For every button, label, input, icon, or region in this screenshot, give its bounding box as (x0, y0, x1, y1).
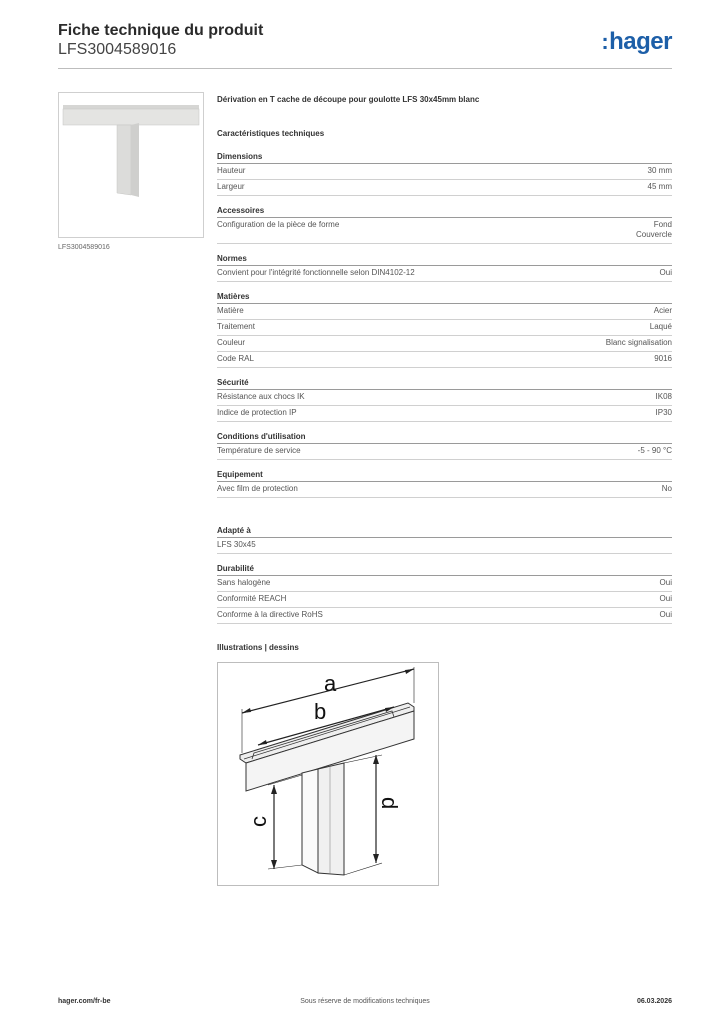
spec-value-line: Fond (653, 220, 672, 229)
footer-notice: Sous réserve de modifications techniques (300, 998, 430, 1005)
spec-group-title: Accessoires (217, 206, 672, 218)
spec-value-line: Oui (659, 268, 672, 277)
spec-value-line: Blanc signalisation (605, 338, 672, 347)
spec-row (217, 336, 672, 352)
spec-groups-extra (217, 526, 672, 624)
spec-row (217, 180, 672, 196)
spec-group (217, 432, 672, 460)
spec-label: Code RAL (217, 354, 254, 363)
spec-row (217, 592, 672, 608)
spec-group-title: Conditions d'utilisation (217, 432, 672, 444)
spec-row (217, 576, 672, 592)
spec-label: Configuration de la pièce de forme (217, 220, 340, 229)
spec-label: Résistance aux chocs IK (217, 392, 305, 401)
spec-value-line: Oui (659, 578, 672, 587)
spec-value-line: IP30 (655, 408, 672, 417)
spec-label: Largeur (217, 182, 245, 191)
spec-row (217, 444, 672, 460)
spec-value (654, 306, 672, 316)
spec-value-line: -5 - 90 °C (637, 446, 672, 455)
spec-group-title: Normes (217, 254, 672, 266)
spec-value-line: Laqué (649, 322, 672, 331)
spec-group (217, 378, 672, 422)
spacer (217, 508, 672, 526)
spec-group-title: Matières (217, 292, 672, 304)
spec-row (217, 352, 672, 368)
dimension-c-label: c (246, 816, 271, 827)
thumbnail-caption: LFS3004589016 (58, 244, 110, 251)
spec-value (660, 610, 672, 620)
spec-group-title: Equipement (217, 470, 672, 482)
header-divider (58, 68, 672, 69)
spec-label: LFS 30x45 (217, 540, 256, 549)
spec-groups (217, 152, 672, 498)
spec-label: Couleur (217, 338, 246, 347)
spec-value (654, 354, 672, 364)
product-reference: LFS3004589016 (58, 41, 177, 58)
spec-value (606, 338, 672, 348)
spec-group (217, 292, 672, 368)
spec-value-line: Acier (653, 306, 672, 315)
spec-group (217, 254, 672, 282)
spec-label: Convient pour l'intégrité fonctionnelle selon DIN4102-12 (217, 268, 415, 277)
illustrations-heading: Illustrations | dessins (217, 643, 299, 652)
spec-label: Sans halogène (217, 578, 271, 587)
spec-row (217, 482, 672, 498)
spec-label: Température de service (217, 446, 301, 455)
spec-value (636, 220, 672, 240)
hager-logo: :hager (601, 28, 672, 55)
spec-label: Conformité REACH (217, 594, 287, 603)
spec-value-line: 45 mm (647, 182, 672, 191)
spec-value-line: IK08 (655, 392, 672, 401)
spec-group (217, 526, 672, 554)
spec-value (656, 392, 672, 402)
spec-value-line: Oui (659, 610, 672, 619)
spec-value (638, 446, 672, 456)
dimension-drawing-svg (218, 663, 438, 885)
footer-date: 06.03.2026 (636, 998, 672, 1005)
dimension-d-label: d (377, 797, 402, 810)
spec-row (217, 304, 672, 320)
page-title: Fiche technique du produit (58, 22, 264, 39)
spec-label: Traitement (217, 322, 255, 331)
dimension-drawing (217, 662, 439, 886)
page-header (58, 22, 672, 68)
spec-label: Matière (217, 306, 244, 315)
spec-value (656, 408, 672, 418)
spec-value-line: Oui (659, 594, 672, 603)
spec-group (217, 564, 672, 624)
spec-value-line: 9016 (654, 354, 672, 363)
spec-value (648, 182, 672, 192)
spec-group-title: Dimensions (217, 152, 672, 164)
spec-group (217, 470, 672, 498)
spec-group-title: Durabilité (217, 564, 672, 576)
product-thumbnail (58, 92, 204, 238)
spec-value-line: Couvercle (635, 230, 672, 239)
spec-value-line: 30 mm (647, 166, 672, 175)
spec-row (217, 320, 672, 336)
spec-row (217, 266, 672, 282)
spec-group (217, 152, 672, 196)
spec-group-title: Adapté à (217, 526, 672, 538)
spec-value (660, 578, 672, 588)
spec-row (217, 608, 672, 624)
spec-row (217, 390, 672, 406)
spec-value-line: No (661, 484, 672, 493)
spec-value (660, 268, 672, 278)
technical-heading: Caractéristiques techniques (217, 129, 325, 138)
spec-row (217, 218, 672, 244)
logo-text: hager (609, 28, 672, 55)
product-details (217, 95, 672, 634)
spec-group-title: Sécurité (217, 378, 672, 390)
dimension-a-label: a (324, 671, 337, 696)
spec-row (217, 538, 672, 554)
spec-row (217, 406, 672, 422)
spec-label: Indice de protection IP (217, 408, 297, 417)
spec-value (648, 166, 672, 176)
product-name: Dérivation en T cache de découpe pour goulotte LFS 30x45mm blanc (217, 95, 480, 104)
spec-value (660, 594, 672, 604)
spec-group (217, 206, 672, 244)
spec-label: Avec film de protection (217, 484, 298, 493)
spec-label: Hauteur (217, 166, 246, 175)
spec-value (662, 484, 672, 494)
spec-label: Conforme à la directive RoHS (217, 610, 323, 619)
dimension-b-label: b (314, 699, 327, 724)
product-thumbnail-image (59, 93, 203, 237)
spec-row (217, 164, 672, 180)
spec-value (650, 322, 672, 332)
footer-website-link[interactable]: hager.com/fr-be (58, 998, 111, 1005)
